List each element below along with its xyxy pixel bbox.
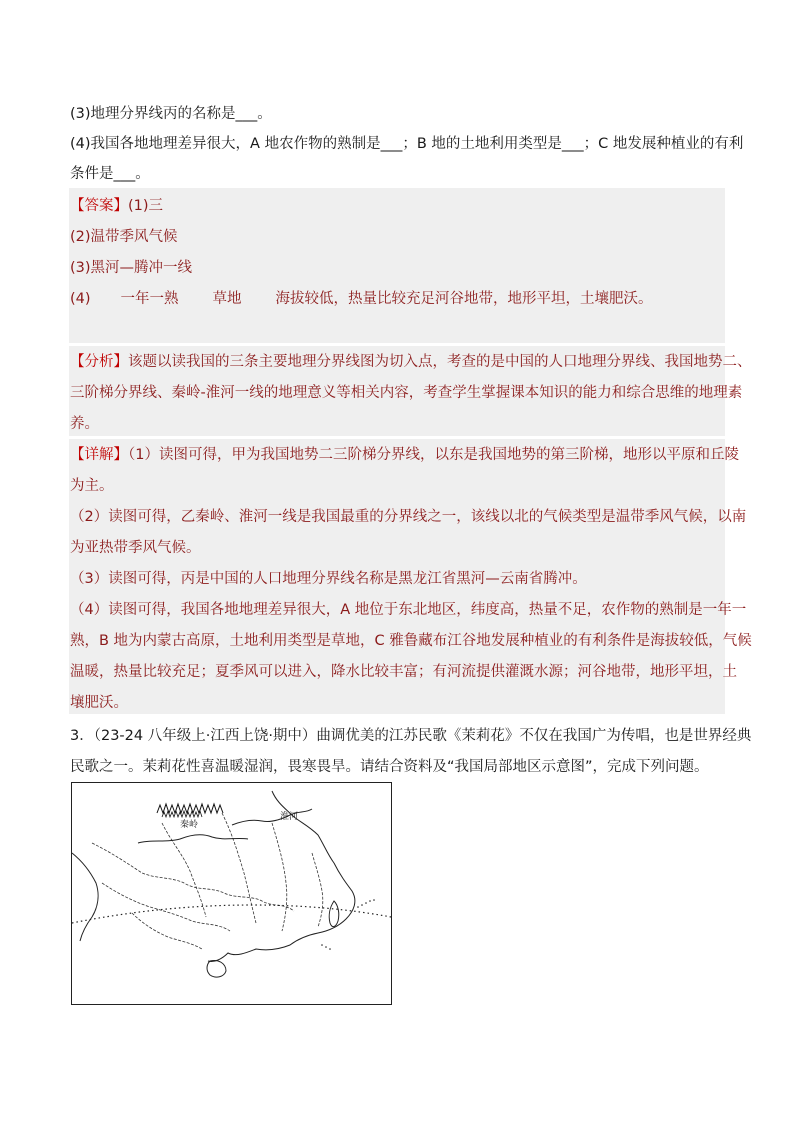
detail-p4-line-2: 熟，B 地为内蒙古高原，土地利用类型是草地，C 雅鲁藏布江谷地发展种植业的有利条件是海拔较低，气候 bbox=[70, 633, 752, 649]
answer-4-part-3: 海拔较低，热量比较充足河谷地带，地形平坦，土壤肥沃。 bbox=[275, 291, 653, 307]
analysis-line-1: 【分析】该题以读我国的三条主要地理分界线图为切入点，考查的是中国的人口地理分界线、我国地势二、 bbox=[70, 354, 752, 370]
question-4-line-1: (4)我国各地地理差异很大，A 地农作物的熟制是___；B 地的土地利用类型是___；C 地发展种植业的有利 bbox=[70, 136, 744, 152]
analysis-tag: 【分析】 bbox=[70, 354, 128, 370]
answer-tag: 【答案】 bbox=[70, 198, 128, 214]
answer-4-part-2: 草地 bbox=[212, 291, 242, 307]
region-outline-west bbox=[72, 853, 98, 941]
question-3-line-1: 3．（23-24 八年级上·江西上饶·期中）曲调优美的江苏民歌《茉莉花》不仅在我国广为传唱，也是世界经典 bbox=[70, 728, 752, 744]
answer-4-part-1: 一年一熟 bbox=[120, 291, 179, 307]
detail-p3-line-1: （3）读图可得，丙是中国的人口地理分界线名称是黑龙江省黑河—云南省腾冲。 bbox=[70, 571, 587, 587]
detail-p1-line-1: 【详解】（1）读图可得，甲为我国地势二三阶梯分界线，以东是我国地势的第三阶梯，地形以平原和丘陵 bbox=[70, 447, 739, 463]
detail-p1-line-2: 为主。 bbox=[70, 478, 114, 494]
answer-line-1 bbox=[70, 196, 163, 216]
answer-4-num: (4) bbox=[70, 291, 91, 307]
regional-map bbox=[71, 782, 392, 1005]
small-islands bbox=[321, 899, 375, 950]
label-qinling: 秦岭 bbox=[180, 820, 199, 830]
detail-tag: 【详解】 bbox=[70, 447, 128, 463]
detail-p4-line-3: 温暖，热量比较充足；夏季风可以进入，降水比较丰富；有河流提供灌溉水源；河谷地带，地形平坦，土 bbox=[70, 664, 737, 680]
province-borders bbox=[92, 813, 323, 949]
detail-p2-line-1: （2）读图可得，乙秦岭、淮河一线是我国最重的分界线之一，该线以北的气候类型是温带季风气候，以南 bbox=[70, 509, 747, 525]
answer-3: (3)黑河—腾冲一线 bbox=[70, 260, 193, 276]
qinling-mountains bbox=[157, 804, 223, 817]
question-3-text: (3)地理分界线丙的名称是___。 bbox=[70, 106, 272, 122]
region-outline-center bbox=[138, 835, 248, 843]
answer-1: (1)三 bbox=[128, 198, 164, 214]
detail-p2-line-2: 为亚热带季风气候。 bbox=[70, 540, 201, 556]
question-3-line-2: 民歌之一。茉莉花性喜温暖湿润，畏寒畏旱。请结合资料及“我国局部地区示意图”，完成下列问题。 bbox=[70, 759, 709, 775]
hainan-island bbox=[207, 960, 226, 977]
huaihe-river bbox=[232, 809, 312, 825]
analysis-line-2: 三阶梯分界线、秦岭-淮河一线的地理意义等相关内容，考查学生掌握课本知识的能力和综合思维的地理素 bbox=[70, 385, 743, 401]
map-svg bbox=[72, 783, 391, 1004]
analysis-line-3: 养。 bbox=[70, 416, 99, 432]
detail-p4-line-1: （4）读图可得，我国各地地理差异很大，A 地位于东北地区，纬度高，热量不足，农作物的熟制是一年一 bbox=[70, 602, 747, 618]
label-huaihe: 淮河 bbox=[280, 812, 299, 822]
tropic-dotted-line bbox=[72, 905, 391, 923]
question-4-line-2: 条件是___。 bbox=[70, 166, 150, 182]
detail-p4-line-4: 壤肥沃。 bbox=[70, 695, 128, 711]
answer-2: (2)温带季风气候 bbox=[70, 229, 178, 245]
answer-4 bbox=[70, 289, 653, 309]
taiwan-island bbox=[329, 901, 339, 927]
